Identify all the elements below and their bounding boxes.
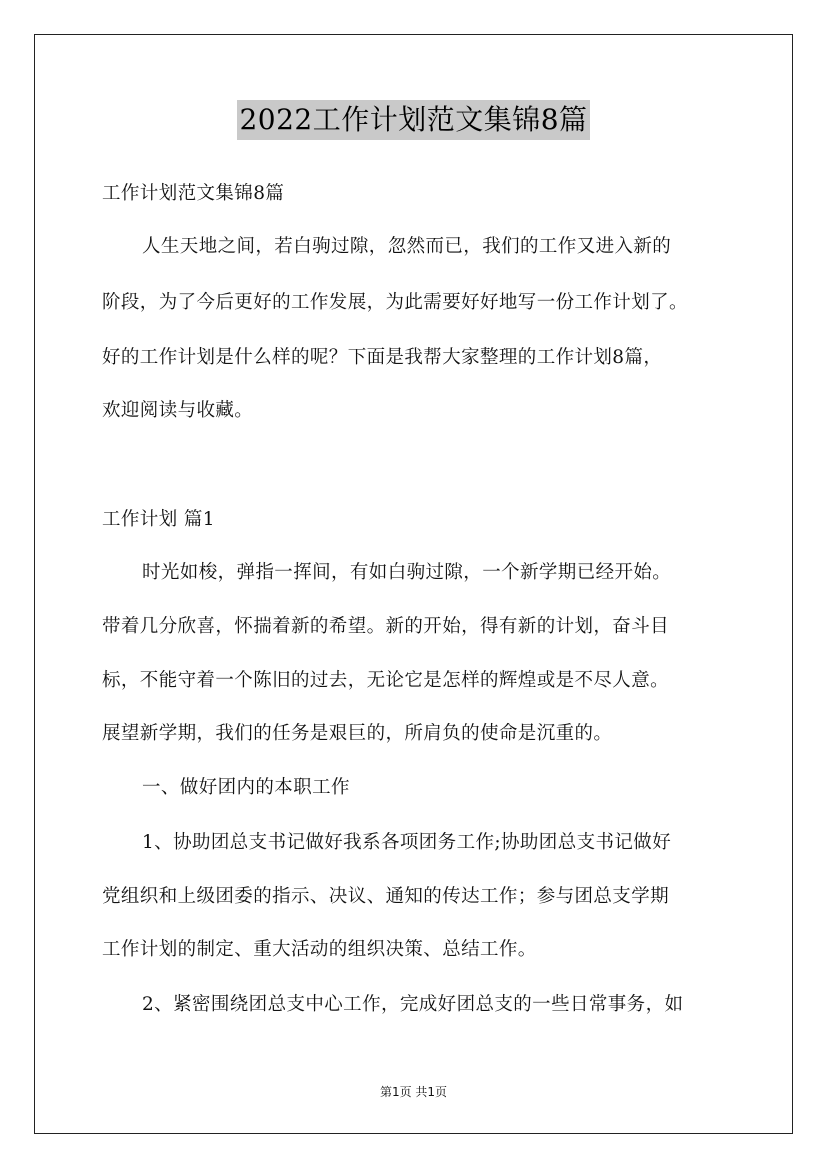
title-container xyxy=(0,100,827,140)
body-line: 工作计划的制定、重大活动的组织决策、总结工作。 xyxy=(102,939,537,960)
body-line: 时光如梭，弹指一挥间，有如白驹过隙，一个新学期已经开始。 xyxy=(142,562,672,583)
body-line: 带着几分欣喜，怀揣着新的希望。新的开始，得有新的计划，奋斗目 xyxy=(102,616,670,637)
body-line: 2、紧密围绕团总支中心工作，完成好团总支的一些日常事务，如 xyxy=(142,994,684,1015)
page-footer: 第1页 共1页 xyxy=(379,1085,448,1099)
section-heading: 工作计划 篇1 xyxy=(102,509,215,530)
intro-line: 欢迎阅读与收藏。 xyxy=(102,400,254,421)
body-line: 1、协助团总支书记做好我系各项团务工作;协助团总支书记做好 xyxy=(142,832,672,853)
list-heading: 一、做好团内的本职工作 xyxy=(142,777,350,798)
document-title: 2022工作计划范文集锦8篇 xyxy=(237,100,589,140)
document-subtitle: 工作计划范文集锦8篇 xyxy=(102,183,285,204)
body-line: 党组织和上级团委的指示、决议、通知的传达工作；参与团总支学期 xyxy=(102,886,670,907)
intro-line: 好的工作计划是什么样的呢？下面是我帮大家整理的工作计划8篇， xyxy=(102,347,663,368)
body-line: 标，不能守着一个陈旧的过去，无论它是怎样的辉煌或是不尽人意。 xyxy=(102,670,670,691)
intro-line: 阶段，为了今后更好的工作发展，为此需要好好地写一份工作计划了。 xyxy=(102,292,688,313)
body-line: 展望新学期，我们的任务是艰巨的，所肩负的使命是沉重的。 xyxy=(102,723,613,744)
intro-line: 人生天地之间，若白驹过隙，忽然而已，我们的工作又进入新的 xyxy=(142,236,672,257)
